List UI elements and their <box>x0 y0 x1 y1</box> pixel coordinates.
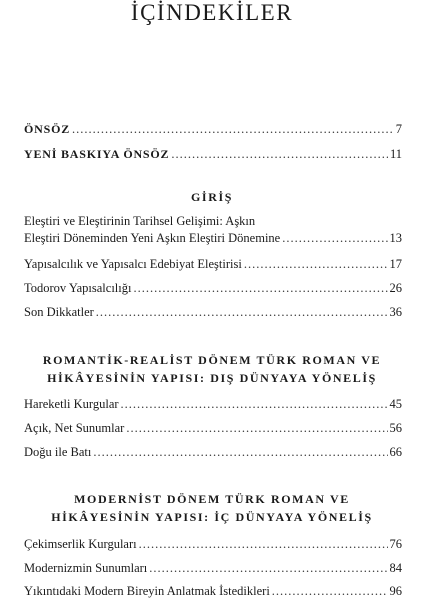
toc-page-number: 11 <box>389 147 402 161</box>
toc-page-number: 17 <box>389 257 402 271</box>
section-heading-modernist-line2: HİKÂYESİNİN YAPISI: İÇ DÜNYAYA YÖNELİŞ <box>51 510 373 524</box>
toc-entry-label: YENİ BASKIYA ÖNSÖZ <box>24 147 170 161</box>
toc-entry-yapisalcilik[interactable] <box>24 256 402 272</box>
toc-entry-hareketli-kurgular[interactable] <box>24 396 402 412</box>
toc-page-number: 7 <box>395 122 402 136</box>
toc-entry-cekimserlik-kurgulari[interactable] <box>24 536 402 552</box>
toc-page-number: 96 <box>389 584 402 598</box>
toc-entry-todorov[interactable] <box>24 280 402 296</box>
toc-entry-yeni-baskiya-onsoz[interactable] <box>24 146 402 162</box>
toc-entry-acik-net-sunumlar[interactable] <box>24 420 402 436</box>
toc-entry-label: Açık, Net Sunumlar <box>24 421 125 435</box>
section-heading-modernist-line1: MODERNİST DÖNEM TÜRK ROMAN VE <box>74 492 350 506</box>
toc-entry-label: Hareketli Kurgular <box>24 397 119 411</box>
toc-entry-label: Todorov Yapısalcılığı <box>24 281 132 295</box>
toc-page-number: 36 <box>389 305 402 319</box>
toc-entry-label-line1: Eleştiri ve Eleştirinin Tarihsel Gelişimi: Aşkın <box>24 214 256 228</box>
toc-page-number: 45 <box>389 397 402 411</box>
toc-page-number: 56 <box>389 421 402 435</box>
toc-entry-label: Modernizmin Sunumları <box>24 561 148 575</box>
toc-entry-dogu-ile-bati[interactable] <box>24 444 402 460</box>
page-title: İÇİNDEKİLER <box>130 0 294 25</box>
leader-dots <box>139 536 388 552</box>
toc-entry-label: Yıkıntıdaki Modern Bireyin Anlatmak İstedikleri <box>24 584 270 598</box>
toc-entry-onsoz[interactable] <box>24 121 402 137</box>
toc-page-number: 66 <box>389 445 402 459</box>
section-heading-romantik-realist-line2: HİKÂYESİNİN YAPISI: DIŞ DÜNYAYA YÖNELİŞ <box>47 371 377 385</box>
toc-entry-yikintidaki-modern-birey[interactable] <box>24 583 402 599</box>
leader-dots <box>121 396 388 412</box>
toc-entry-label: Son Dikkatler <box>24 305 94 319</box>
leader-dots <box>72 121 394 137</box>
toc-page-number: 76 <box>389 537 402 551</box>
toc-entry-label: Çekimserlik Kurguları <box>24 537 137 551</box>
toc-entry-son-dikkatler[interactable] <box>24 304 402 320</box>
leader-dots <box>133 280 387 296</box>
leader-dots <box>244 256 388 272</box>
leader-dots <box>93 444 387 460</box>
toc-entry-elestiri[interactable] <box>24 230 402 246</box>
section-heading-giris: GİRİŞ <box>190 190 233 204</box>
toc-entry-modernizmin-sunumlari[interactable] <box>24 560 402 576</box>
leader-dots <box>96 304 388 320</box>
toc-entry-label: Doğu ile Batı <box>24 445 92 459</box>
toc-page-number: 26 <box>389 281 402 295</box>
leader-dots <box>149 560 387 576</box>
toc-entry-label: ÖNSÖZ <box>24 122 71 136</box>
leader-dots <box>171 146 388 162</box>
leader-dots <box>272 583 388 599</box>
toc-entry-label: Yapısalcılık ve Yapısalcı Edebiyat Eleştirisi <box>24 257 242 271</box>
section-heading-romantik-realist-line1: ROMANTİK-REALİST DÖNEM TÜRK ROMAN VE <box>42 353 382 367</box>
toc-page-number: 13 <box>389 231 402 245</box>
leader-dots <box>282 230 387 246</box>
toc-page-number: 84 <box>389 561 402 575</box>
leader-dots <box>126 420 387 436</box>
toc-entry-label: Eleştiri Döneminden Yeni Aşkın Eleştiri Dönemine <box>24 231 281 245</box>
